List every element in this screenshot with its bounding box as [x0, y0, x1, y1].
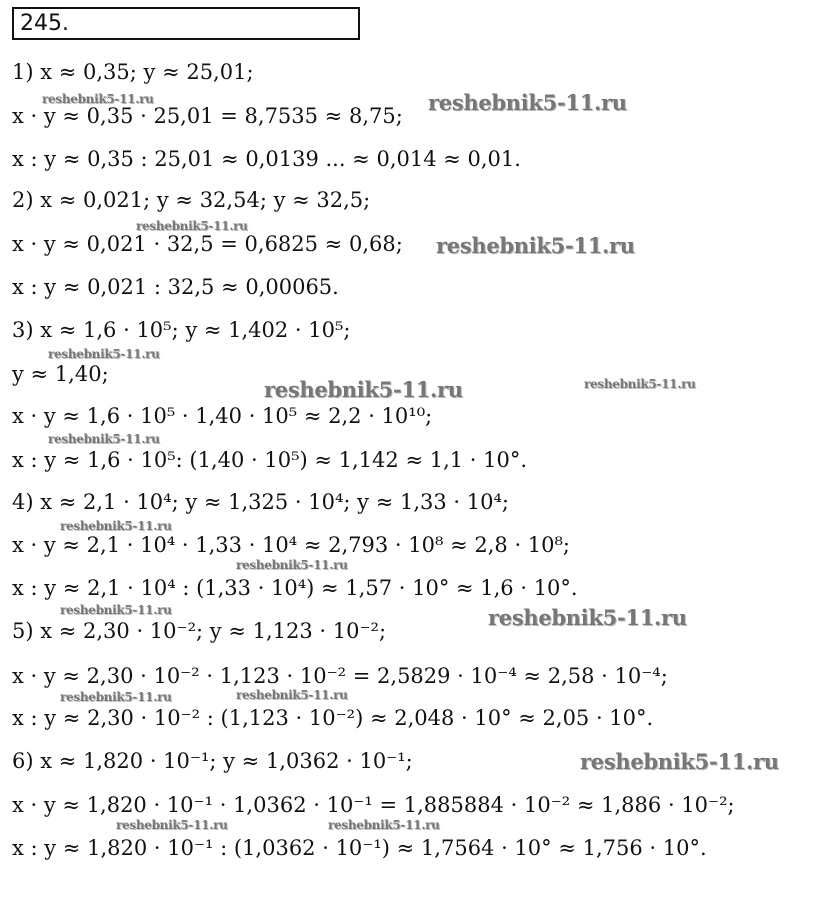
solution-line: x : y ≈ 2,1 · 10⁴ : (1,33 · 10⁴) ≈ 1,57 · 10° ≈ 1,6 · 10°.: [12, 576, 578, 600]
watermark: reshebnik5-11.ru: [60, 603, 172, 617]
solution-line: 4) x ≈ 2,1 · 10⁴; y ≈ 1,325 · 10⁴; y ≈ 1,33 · 10⁴;: [12, 490, 509, 514]
watermark: reshebnik5-11.ru: [136, 219, 248, 233]
solution-line: x : y ≈ 0,021 : 32,5 ≈ 0,00065.: [12, 275, 339, 299]
watermark: reshebnik5-11.ru: [42, 92, 154, 106]
solution-line: 5) x ≈ 2,30 · 10⁻²; y ≈ 1,123 · 10⁻²;: [12, 619, 387, 643]
watermark: reshebnik5-11.ru: [60, 690, 172, 704]
task-number-box: [12, 7, 360, 40]
watermark: reshebnik5-11.ru: [580, 749, 779, 774]
solution-line: 1) x ≈ 0,35; y ≈ 25,01;: [12, 60, 254, 84]
watermark: reshebnik5-11.ru: [328, 818, 440, 832]
solution-line: x · y ≈ 1,6 · 10⁵ · 1,40 · 10⁵ ≈ 2,2 · 10¹⁰;: [12, 404, 433, 428]
solution-line: x · y ≈ 2,1 · 10⁴ · 1,33 · 10⁴ ≈ 2,793 · 10⁸ ≈ 2,8 · 10⁸;: [12, 533, 571, 557]
solution-line: x · y ≈ 2,30 · 10⁻² · 1,123 · 10⁻² = 2,5829 · 10⁻⁴ ≈ 2,58 · 10⁻⁴;: [12, 664, 668, 688]
solution-line: x : y ≈ 1,6 · 10⁵: (1,40 · 10⁵) ≈ 1,142 ≈ 1,1 · 10°.: [12, 448, 528, 472]
solution-line: x : y ≈ 0,35 : 25,01 ≈ 0,0139 ... ≈ 0,014 ≈ 0,01.: [12, 147, 521, 171]
solution-line: x · y ≈ 0,021 · 32,5 = 0,6825 ≈ 0,68;: [12, 232, 403, 256]
watermark: reshebnik5-11.ru: [264, 377, 463, 402]
solution-line: x · y ≈ 0,35 · 25,01 = 8,7535 ≈ 8,75;: [12, 104, 403, 128]
solution-line: x : y ≈ 1,820 · 10⁻¹ : (1,0362 · 10⁻¹) ≈ 1,7564 · 10° ≈ 1,756 · 10°.: [12, 836, 707, 860]
solution-line: x : y ≈ 2,30 · 10⁻² : (1,123 · 10⁻²) ≈ 2,048 · 10° ≈ 2,05 · 10°.: [12, 706, 654, 730]
watermark: reshebnik5-11.ru: [236, 688, 348, 702]
watermark: reshebnik5-11.ru: [60, 519, 172, 533]
watermark: reshebnik5-11.ru: [48, 432, 160, 446]
watermark: reshebnik5-11.ru: [436, 233, 635, 258]
solution-line: 2) x ≈ 0,021; y ≈ 32,54; y ≈ 32,5;: [12, 188, 371, 212]
solution-line: x · y ≈ 1,820 · 10⁻¹ · 1,0362 · 10⁻¹ = 1,885884 · 10⁻² ≈ 1,886 · 10⁻²;: [12, 793, 735, 817]
watermark: reshebnik5-11.ru: [116, 818, 228, 832]
solution-line: 6) x ≈ 1,820 · 10⁻¹; y ≈ 1,0362 · 10⁻¹;: [12, 749, 413, 773]
task-number: 245.: [20, 11, 69, 36]
watermark: reshebnik5-11.ru: [428, 90, 627, 115]
watermark: reshebnik5-11.ru: [488, 605, 687, 630]
watermark: reshebnik5-11.ru: [584, 377, 696, 391]
solution-line: 3) x ≈ 1,6 · 10⁵; y ≈ 1,402 · 10⁵;: [12, 318, 351, 342]
solution-line: y ≈ 1,40;: [12, 362, 109, 386]
watermark: reshebnik5-11.ru: [236, 558, 348, 572]
watermark: reshebnik5-11.ru: [48, 347, 160, 361]
